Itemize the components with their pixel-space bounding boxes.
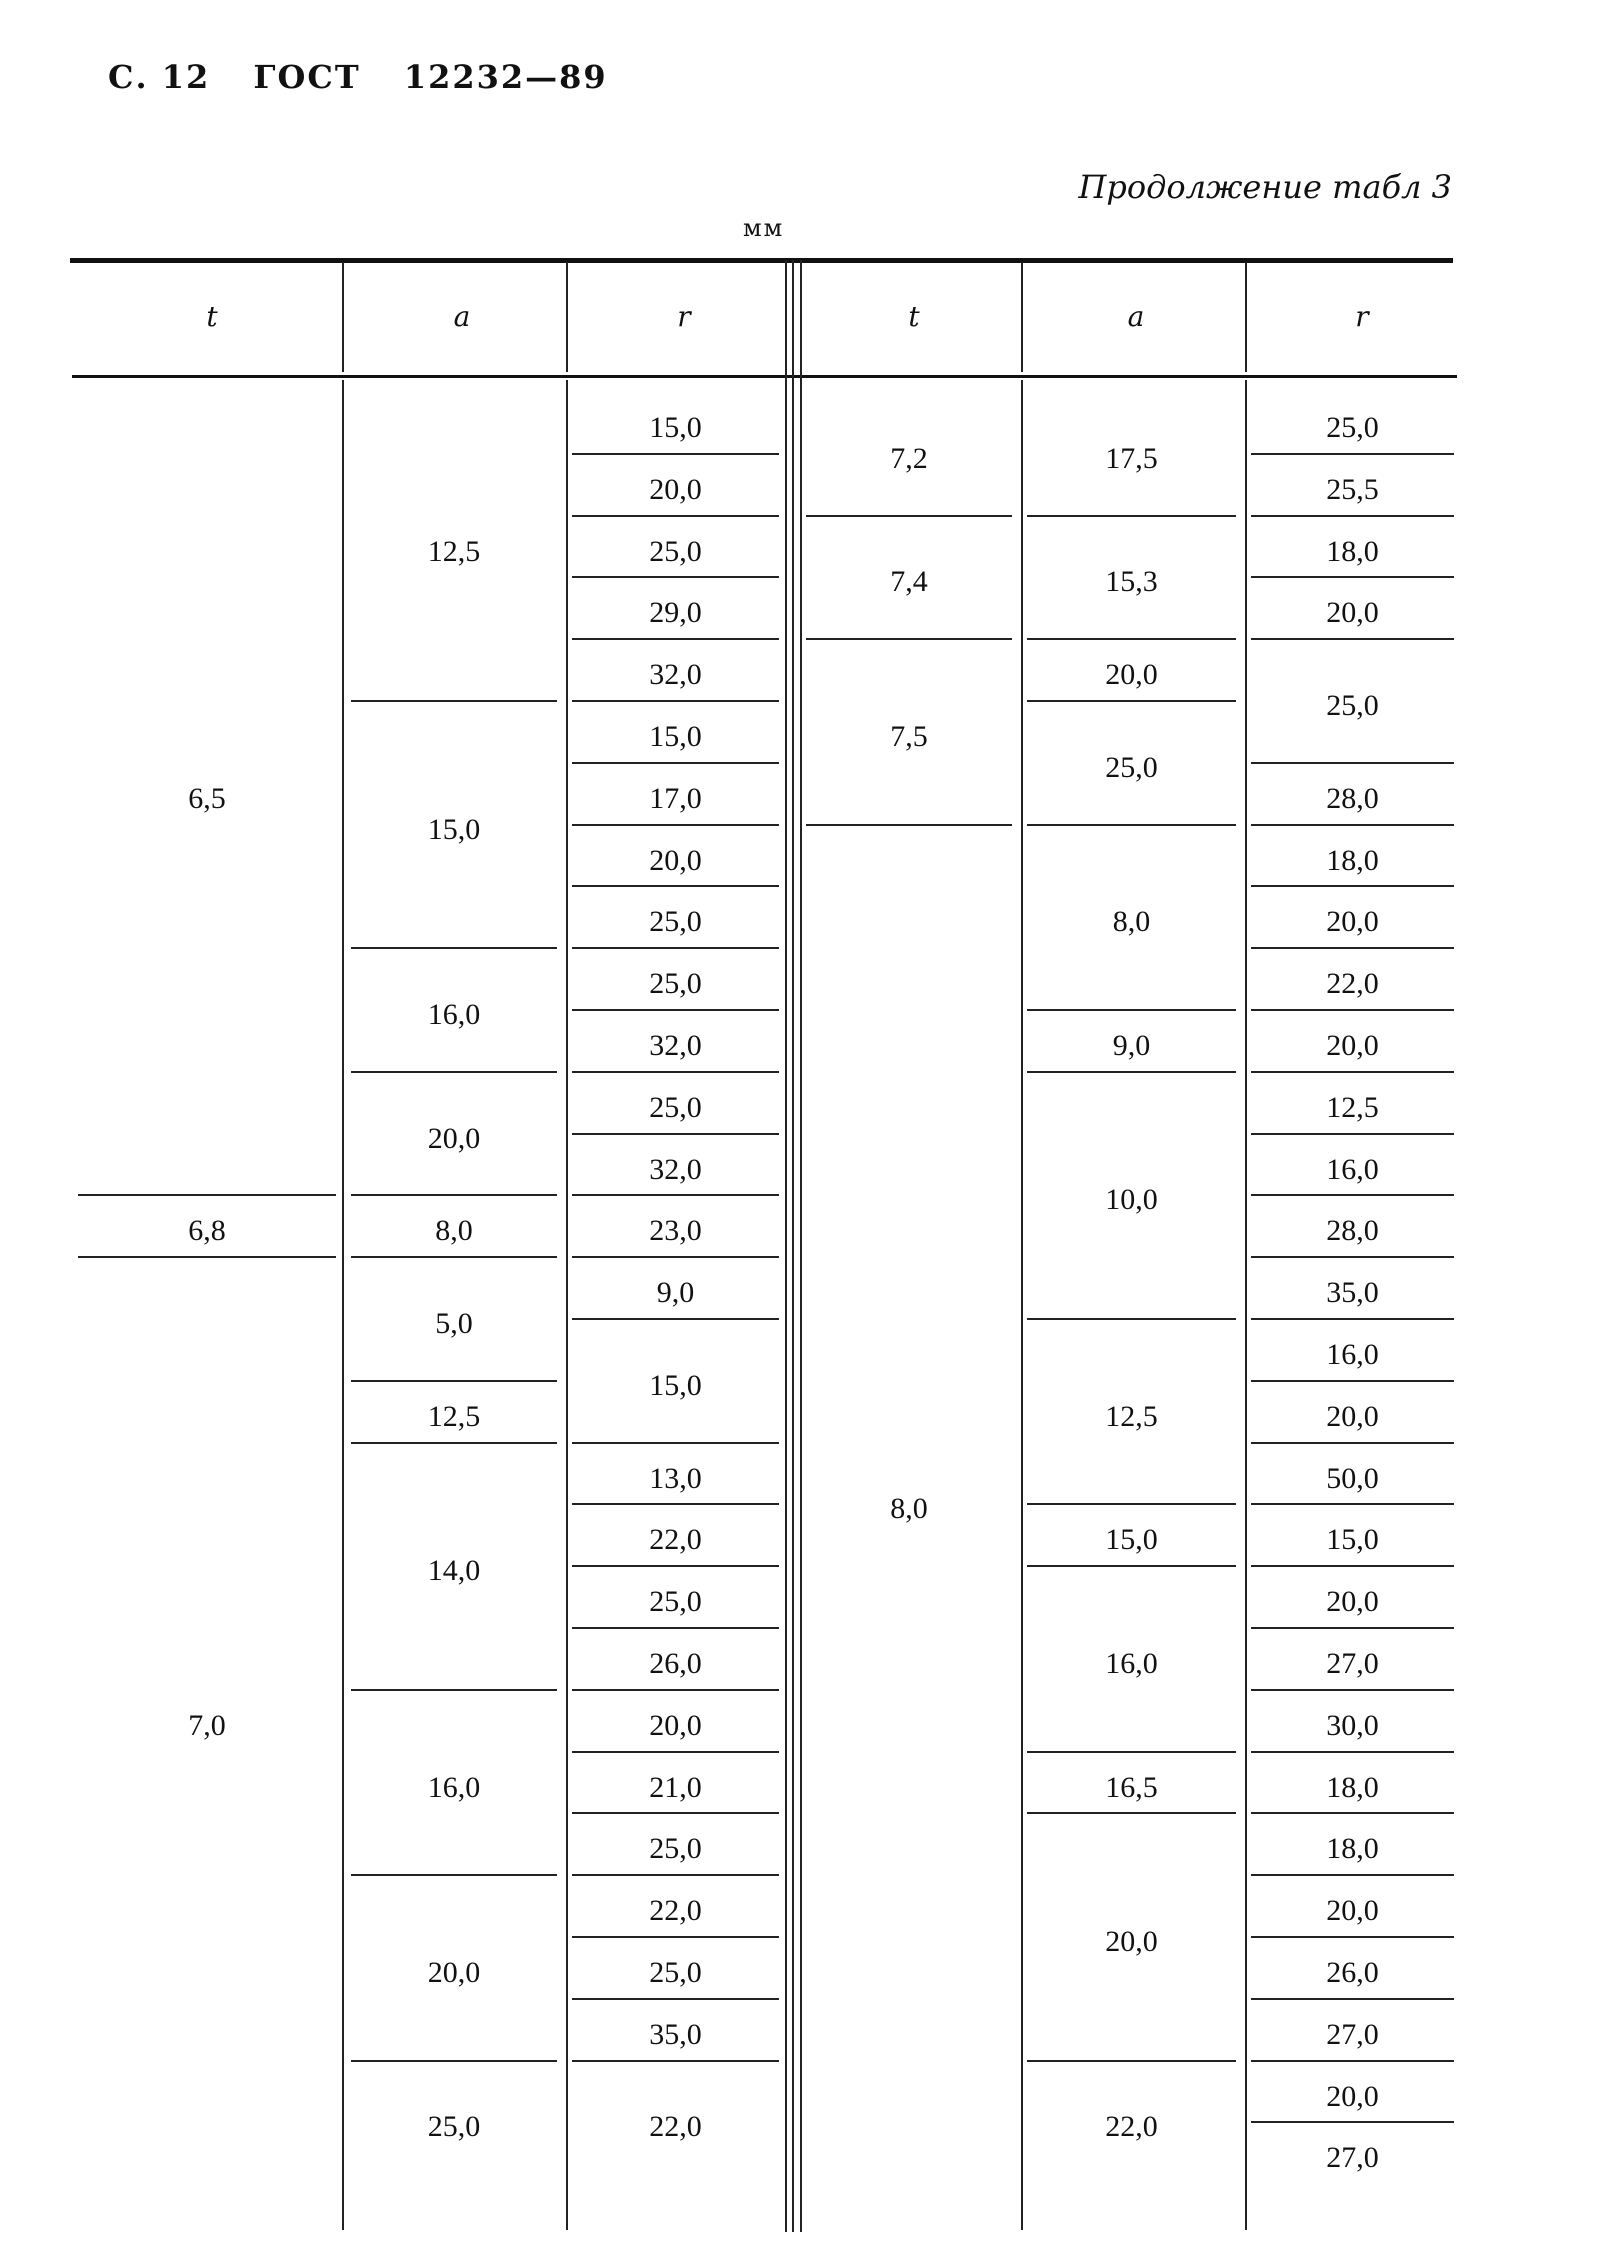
right-a-cell: 12,5 xyxy=(1105,1399,1158,1433)
right-a-cell: 22,0 xyxy=(1105,2110,1158,2144)
row-divider xyxy=(1251,1380,1454,1382)
right-r-cell: 22,0 xyxy=(1326,967,1379,1001)
row-divider xyxy=(572,1009,779,1011)
row-divider xyxy=(1027,1812,1236,1814)
right-r-cell: 20,0 xyxy=(1326,1399,1379,1433)
row-divider xyxy=(1027,515,1236,517)
row-divider xyxy=(1251,1565,1454,1567)
left-r-cell: 20,0 xyxy=(649,472,702,506)
row-divider xyxy=(1251,1503,1454,1505)
table-caption: Продолжение табл 3 xyxy=(1078,168,1452,206)
right-r-cell: 18,0 xyxy=(1326,1770,1379,1804)
right-r-cell: 20,0 xyxy=(1326,1585,1379,1619)
row-divider xyxy=(572,1751,779,1753)
header-column-rule xyxy=(1245,262,1247,372)
row-divider xyxy=(351,1071,557,1073)
row-divider xyxy=(351,2060,557,2062)
row-divider xyxy=(572,824,779,826)
row-divider xyxy=(806,638,1012,640)
left-a-cell: 20,0 xyxy=(427,1121,481,1155)
left-r-cell: 15,0 xyxy=(649,1368,702,1402)
column-rule xyxy=(800,260,802,2232)
column-rule xyxy=(342,380,344,2230)
row-divider xyxy=(1251,947,1454,949)
right-r-cell: 26,0 xyxy=(1326,1955,1379,1989)
right-r-cell: 20,0 xyxy=(1326,1894,1379,1928)
row-divider xyxy=(1251,576,1454,578)
row-divider xyxy=(572,1812,779,1814)
row-divider xyxy=(806,515,1012,517)
col-header-a-right: a xyxy=(1127,300,1145,333)
row-divider xyxy=(1251,1009,1454,1011)
left-t-cell: 6,5 xyxy=(188,781,226,815)
left-r-cell: 26,0 xyxy=(649,1646,702,1680)
right-t-cell: 8,0 xyxy=(890,1492,928,1526)
left-r-cell: 25,0 xyxy=(649,1090,702,1124)
right-a-cell: 15,3 xyxy=(1105,565,1158,599)
standard-label: ГОСТ xyxy=(253,58,361,96)
header-column-rule xyxy=(566,262,568,372)
row-divider xyxy=(572,1256,779,1258)
row-divider xyxy=(351,1256,557,1258)
row-divider xyxy=(572,700,779,702)
left-r-cell: 32,0 xyxy=(649,658,702,692)
row-divider xyxy=(1251,1627,1454,1629)
table-header-rule xyxy=(72,375,1457,378)
row-divider xyxy=(1251,1194,1454,1196)
row-divider xyxy=(1251,1998,1454,2000)
right-r-cell: 20,0 xyxy=(1326,1028,1379,1062)
row-divider xyxy=(1027,1503,1236,1505)
right-a-cell: 16,5 xyxy=(1105,1770,1158,1804)
row-divider xyxy=(1251,1689,1454,1691)
row-divider xyxy=(1027,824,1236,826)
row-divider xyxy=(1251,885,1454,887)
right-a-cell: 9,0 xyxy=(1112,1028,1151,1062)
right-r-cell: 27,0 xyxy=(1326,2141,1379,2175)
page-number: С. 12 xyxy=(108,58,211,96)
left-r-cell: 17,0 xyxy=(649,781,702,815)
row-divider xyxy=(1027,700,1236,702)
right-a-cell: 17,5 xyxy=(1105,441,1158,475)
right-r-cell: 28,0 xyxy=(1326,1214,1379,1248)
right-r-cell: 18,0 xyxy=(1326,534,1379,568)
row-divider xyxy=(572,1503,779,1505)
left-r-cell: 15,0 xyxy=(649,719,702,753)
standard-number: 12232—89 xyxy=(403,58,608,96)
left-r-cell: 21,0 xyxy=(649,1770,702,1804)
left-r-cell: 22,0 xyxy=(649,1523,702,1557)
left-r-cell: 15,0 xyxy=(649,410,702,444)
left-a-cell: 12,5 xyxy=(427,534,481,568)
right-r-cell: 20,0 xyxy=(1326,905,1379,939)
row-divider xyxy=(351,1689,557,1691)
row-divider xyxy=(572,947,779,949)
right-r-cell: 25,0 xyxy=(1326,689,1379,722)
left-r-cell: 25,0 xyxy=(649,905,702,939)
right-a-cell: 10,0 xyxy=(1105,1183,1158,1217)
row-divider xyxy=(572,1442,779,1444)
right-r-cell: 30,0 xyxy=(1326,1708,1379,1742)
left-r-cell: 25,0 xyxy=(649,1585,702,1619)
left-r-cell: 25,0 xyxy=(649,1955,702,1989)
left-r-cell: 9,0 xyxy=(656,1276,695,1310)
row-divider xyxy=(1251,1751,1454,1753)
left-r-cell: 25,0 xyxy=(649,534,702,568)
left-a-cell: 20,0 xyxy=(427,1955,481,1989)
left-r-cell: 20,0 xyxy=(649,843,702,877)
left-a-cell: 14,0 xyxy=(427,1554,481,1588)
left-r-cell: 29,0 xyxy=(649,596,702,630)
right-a-cell: 20,0 xyxy=(1105,658,1158,692)
row-divider xyxy=(351,1442,557,1444)
right-t-cell: 7,2 xyxy=(890,441,928,475)
row-divider xyxy=(572,885,779,887)
row-divider xyxy=(1027,1565,1236,1567)
column-rule xyxy=(792,260,794,2232)
left-t-cell: 6,8 xyxy=(188,1214,226,1248)
row-divider xyxy=(1251,1071,1454,1073)
row-divider xyxy=(572,1689,779,1691)
row-divider xyxy=(1027,1009,1236,1011)
row-divider xyxy=(806,824,1012,826)
row-divider xyxy=(78,1256,336,1258)
col-header-a-left: a xyxy=(453,300,471,333)
left-r-cell: 32,0 xyxy=(649,1152,702,1186)
right-r-cell: 25,0 xyxy=(1326,410,1379,444)
right-a-cell: 8,0 xyxy=(1112,905,1151,939)
row-divider xyxy=(1251,1936,1454,1938)
right-r-cell: 27,0 xyxy=(1326,2017,1379,2051)
row-divider xyxy=(351,947,557,949)
row-divider xyxy=(572,1133,779,1135)
row-divider xyxy=(1251,1256,1454,1258)
row-divider xyxy=(1027,2060,1236,2062)
right-a-cell: 16,0 xyxy=(1105,1646,1158,1680)
row-divider xyxy=(78,1194,336,1196)
column-rule xyxy=(1021,380,1023,2230)
row-divider xyxy=(572,2060,779,2062)
row-divider xyxy=(572,1998,779,2000)
row-divider xyxy=(572,1071,779,1073)
right-r-cell: 20,0 xyxy=(1326,596,1379,630)
right-r-cell: 18,0 xyxy=(1326,1832,1379,1866)
right-a-cell: 20,0 xyxy=(1105,1925,1158,1958)
row-divider xyxy=(351,700,557,702)
left-a-cell: 16,0 xyxy=(427,998,481,1031)
left-a-cell: 15,0 xyxy=(427,812,481,846)
row-divider xyxy=(572,515,779,517)
left-r-cell: 20,0 xyxy=(649,1708,702,1742)
right-t-cell: 7,5 xyxy=(890,719,928,753)
row-divider xyxy=(1251,638,1454,640)
header-column-rule xyxy=(1021,262,1023,372)
left-a-cell: 5,0 xyxy=(435,1307,473,1340)
row-divider xyxy=(572,638,779,640)
col-header-r-left: r xyxy=(677,300,691,333)
row-divider xyxy=(1251,2121,1454,2123)
row-divider xyxy=(572,1627,779,1629)
right-r-cell: 20,0 xyxy=(1326,2079,1379,2113)
column-rule xyxy=(1245,380,1247,2230)
row-divider xyxy=(1027,638,1236,640)
row-divider xyxy=(1251,1874,1454,1876)
row-divider xyxy=(1027,1751,1236,1753)
left-r-cell: 25,0 xyxy=(649,967,702,1001)
units-label: мм xyxy=(743,214,785,242)
col-header-t-right: t xyxy=(908,300,920,333)
row-divider xyxy=(572,453,779,455)
right-r-cell: 25,5 xyxy=(1326,472,1379,506)
left-a-cell: 25,0 xyxy=(427,2110,481,2144)
row-divider xyxy=(1251,1812,1454,1814)
row-divider xyxy=(572,1936,779,1938)
left-r-cell: 25,0 xyxy=(649,1832,702,1866)
page-header xyxy=(108,58,638,96)
left-r-cell: 32,0 xyxy=(649,1028,702,1062)
row-divider xyxy=(572,1874,779,1876)
left-r-cell: 22,0 xyxy=(649,2110,702,2144)
left-r-cell: 35,0 xyxy=(649,2017,702,2051)
header-column-rule xyxy=(342,262,344,372)
right-r-cell: 15,0 xyxy=(1326,1523,1379,1557)
right-a-cell: 25,0 xyxy=(1105,750,1158,784)
right-t-cell: 7,4 xyxy=(890,565,928,599)
row-divider xyxy=(1251,1318,1454,1320)
left-r-cell: 22,0 xyxy=(649,1894,702,1928)
right-r-cell: 50,0 xyxy=(1326,1461,1379,1495)
right-r-cell: 16,0 xyxy=(1326,1152,1379,1186)
left-a-cell: 8,0 xyxy=(435,1214,473,1248)
left-r-cell: 13,0 xyxy=(649,1461,702,1495)
right-r-cell: 12,5 xyxy=(1326,1090,1379,1124)
row-divider xyxy=(1251,453,1454,455)
left-a-cell: 16,0 xyxy=(427,1770,481,1804)
col-header-r-right: r xyxy=(1355,300,1369,333)
right-r-cell: 18,0 xyxy=(1326,843,1379,877)
row-divider xyxy=(572,1565,779,1567)
row-divider xyxy=(1251,824,1454,826)
column-rule xyxy=(785,260,787,2232)
row-divider xyxy=(1251,2060,1454,2062)
column-rule xyxy=(566,380,568,2230)
row-divider xyxy=(572,762,779,764)
row-divider xyxy=(1251,515,1454,517)
left-a-cell: 12,5 xyxy=(427,1399,481,1433)
row-divider xyxy=(572,1194,779,1196)
row-divider xyxy=(1251,762,1454,764)
right-r-cell: 27,0 xyxy=(1326,1646,1379,1680)
right-r-cell: 28,0 xyxy=(1326,781,1379,815)
row-divider xyxy=(351,1380,557,1382)
row-divider xyxy=(572,576,779,578)
row-divider xyxy=(1251,1133,1454,1135)
right-a-cell: 15,0 xyxy=(1105,1523,1158,1557)
left-t-cell: 7,0 xyxy=(188,1708,226,1742)
right-r-cell: 35,0 xyxy=(1326,1276,1379,1310)
row-divider xyxy=(1251,1442,1454,1444)
row-divider xyxy=(351,1194,557,1196)
row-divider xyxy=(1027,1318,1236,1320)
row-divider xyxy=(1027,1071,1236,1073)
right-r-cell: 16,0 xyxy=(1326,1337,1379,1371)
row-divider xyxy=(572,1318,779,1320)
row-divider xyxy=(351,1874,557,1876)
left-r-cell: 23,0 xyxy=(649,1214,702,1248)
col-header-t-left: t xyxy=(206,300,218,333)
